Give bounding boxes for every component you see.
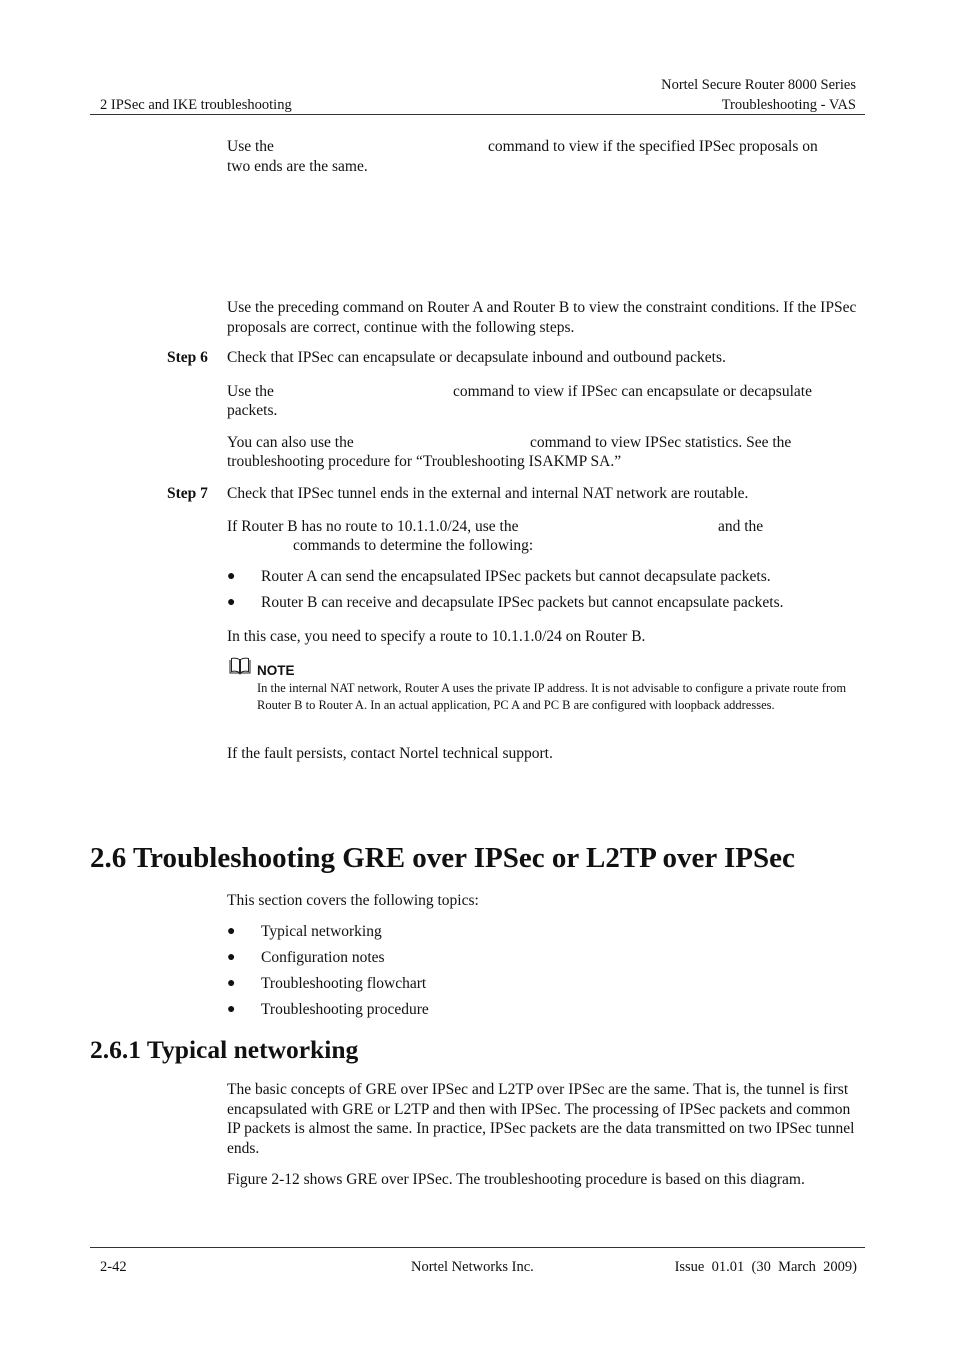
section-heading: 2.6 Troubleshooting GRE over IPSec or L2TP over IPSec (90, 842, 795, 874)
bullet-icon: ● (227, 924, 236, 939)
note-book-icon (228, 657, 252, 675)
bullet-icon: ● (227, 950, 236, 965)
para-encap-check-b: command to view if IPSec can encapsulate or decapsulate (453, 383, 812, 400)
para-proposal-check-a: Use the (227, 138, 274, 155)
bullet-icon: ● (227, 976, 236, 991)
para-basic-concepts: The basic concepts of GRE over IPSec and L2TP over IPSec are the same. That is, the tunnel is first encapsulated with GRE or L2TP and then with IPSec. The processing of IPSec packets and common IP packets is almost the same. In practice, IPSec packets are the data transmitted on two IPSec tunnel ends. (227, 1081, 855, 1157)
step-6-label: Step 6 (167, 349, 208, 366)
step-7-text: Check that IPSec tunnel ends in the external and internal NAT network are routable. (227, 485, 749, 502)
bullet-icon: ● (227, 595, 236, 610)
header-series: Nortel Secure Router 8000 Series (661, 77, 856, 93)
step-7-label: Step 7 (167, 485, 208, 502)
para-route-check-a: If Router B has no route to 10.1.1.0/24, use the (227, 518, 519, 535)
para-encap-check-c: packets. (227, 402, 278, 419)
para-route-check-c: commands to determine the following: (293, 537, 534, 554)
bullet-icon: ● (227, 1002, 236, 1017)
footer-rule (90, 1247, 865, 1248)
para-specify-route: In this case, you need to specify a route to 10.1.1.0/24 on Router B. (227, 628, 646, 645)
step-7 (167, 484, 867, 504)
para-figure-reference: Figure 2-12 shows GRE over IPSec. The troubleshooting procedure is based on this diagram. (227, 1171, 805, 1188)
step-6 (167, 348, 867, 368)
note-label: NOTE (257, 663, 295, 678)
para-proposal-check-c: two ends are the same. (227, 158, 368, 175)
footer-issue: Issue 01.01 (30 March 2009) (674, 1259, 857, 1275)
para-contact-support: If the fault persists, contact Nortel technical support. (227, 745, 553, 762)
bullet-icon: ● (227, 569, 236, 584)
para-route-check-b: and the (718, 518, 764, 535)
header-rule (90, 114, 865, 115)
para-statistics-b: command to view IPSec statistics. See the (530, 434, 792, 451)
subsection-heading: 2.6.1 Typical networking (90, 1035, 359, 1064)
step-6-text: Check that IPSec can encapsulate or decapsulate inbound and outbound packets. (227, 349, 726, 366)
footer-company: Nortel Networks Inc. (411, 1259, 534, 1275)
page-number: 2-42 (100, 1259, 127, 1275)
header-chapter: 2 IPSec and IKE troubleshooting (100, 97, 292, 113)
para-statistics-a: You can also use the (227, 434, 354, 451)
para-encap-check-a: Use the (227, 383, 274, 400)
para-proposal-check-b: command to view if the specified IPSec proposals on (488, 138, 818, 155)
para-statistics-c: troubleshooting procedure for “Troubleshooting ISAKMP SA.” (227, 453, 622, 470)
header-doc-title: Troubleshooting - VAS (721, 97, 856, 113)
para-preceding-command: Use the preceding command on Router A and Router B to view the constraint conditions. If the IPSec proposals are correct, continue with the following steps. (227, 299, 857, 336)
note-text: In the internal NAT network, Router A uses the private IP address. It is not advisable to configure a private route from Router B to Router A. In an actual application, PC A and PC B are configured with loopback addresses. (257, 681, 847, 712)
para-topics-intro: This section covers the following topics: (227, 892, 479, 909)
